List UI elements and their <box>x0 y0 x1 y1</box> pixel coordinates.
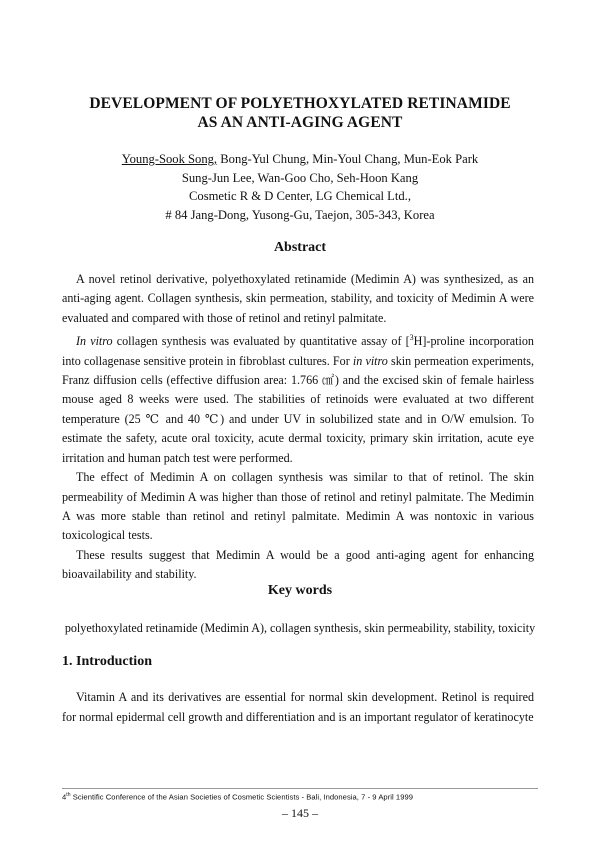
author-line-1 <box>0 150 600 169</box>
title-line-1: DEVELOPMENT OF POLYETHOXYLATED RETINAMIDE <box>89 95 511 112</box>
abstract-paragraph-1: A novel retinol derivative, polyethoxylated retinamide (Medimin A) was synthesized, as an anti-aging agent. Collagen synthesis, skin permeation, stability, and toxicity of Medimin A were evaluated and compared with those of retinol and retinyl palmitate. <box>62 272 534 325</box>
introduction-heading: 1. Introduction <box>62 654 152 669</box>
footnote-rule <box>62 788 538 789</box>
conference-footnote <box>62 792 413 802</box>
superscript-3: 3 <box>409 333 414 343</box>
author-block <box>0 150 600 224</box>
footnote-ordinal: th <box>66 792 71 798</box>
abstract-p2-text-b: H]-proline incorporation into collagenase sensitive protein in fibroblast cultures. For <box>62 334 534 368</box>
abstract-p2-text-a: collagen synthesis was evaluated by quantitative assay of [ <box>112 334 410 349</box>
in-vitro-italic: In vitro <box>76 334 113 349</box>
keywords-text: polyethoxylated retinamide (Medimin A), collagen synthesis, skin permeability, stability, toxicity <box>64 621 536 635</box>
keywords-heading: Key words <box>267 583 333 598</box>
affiliation: Cosmetic R & D Center, LG Chemical Ltd., <box>189 189 411 203</box>
author-line-2: Sung-Jun Lee, Wan-Goo Cho, Seh-Hoon Kang <box>181 170 419 185</box>
co-authors-1: Bong-Yul Chung, Min-Youl Chang, Mun-Eok Park <box>217 152 479 166</box>
page-number: – 145 – <box>282 806 318 820</box>
title-line-2: AS AN ANTI-AGING AGENT <box>197 114 403 131</box>
footnote-text: Scientific Conference of the Asian Societies of Cosmetic Scientists - Bali, Indonesia, 7 - 9 April 1999 <box>70 792 414 802</box>
abstract-paragraph-3: The effect of Medimin A on collagen synthesis was similar to that of retinol. The skin permeability of Medimin A was higher than those of retinol and retinyl palmitate. The Medimin A was more stable than retinol and retinyl palmitate. Medimin A was nontoxic in various toxicological tests. <box>62 470 534 543</box>
abstract-paragraph-2 <box>62 328 534 468</box>
abstract-p2-text-c: skin permeation experiments, Franz diffusion cells (effective diffusion area: 1.766 ㎠) and the excised skin of female hairless mouse aged 8 weeks were used. The stabilities of retinoids were evaluated at two different temperature (25 ℃ and 40 ℃) and under UV in solubilized state and in O/W emulsion. To estimate the safety, acute oral toxicity, acute dermal toxicity, primary skin irritation, acute eye irritation and human patch test were performed. <box>62 353 534 465</box>
footnote-number: 4 <box>62 792 67 802</box>
address: # 84 Jang-Dong, Yusong-Gu, Taejon, 305-343, Korea <box>165 207 435 222</box>
introduction-body <box>62 687 534 727</box>
paper-title <box>40 94 560 132</box>
first-author: Young-Sook Song, <box>121 152 218 166</box>
abstract-heading: Abstract <box>273 240 327 255</box>
in-vitro-italic-2: in vitro <box>352 353 388 368</box>
introduction-paragraph-1: Vitamin A and its derivatives are essential for normal skin development. Retinol is required for normal epidermal cell growth and differentiation and is an important regulator of keratinocyte <box>62 690 534 724</box>
abstract-body <box>62 270 534 585</box>
abstract-paragraph-4: These results suggest that Medimin A would be a good anti-aging agent for enhancing bioavailability and stability. <box>62 547 534 582</box>
